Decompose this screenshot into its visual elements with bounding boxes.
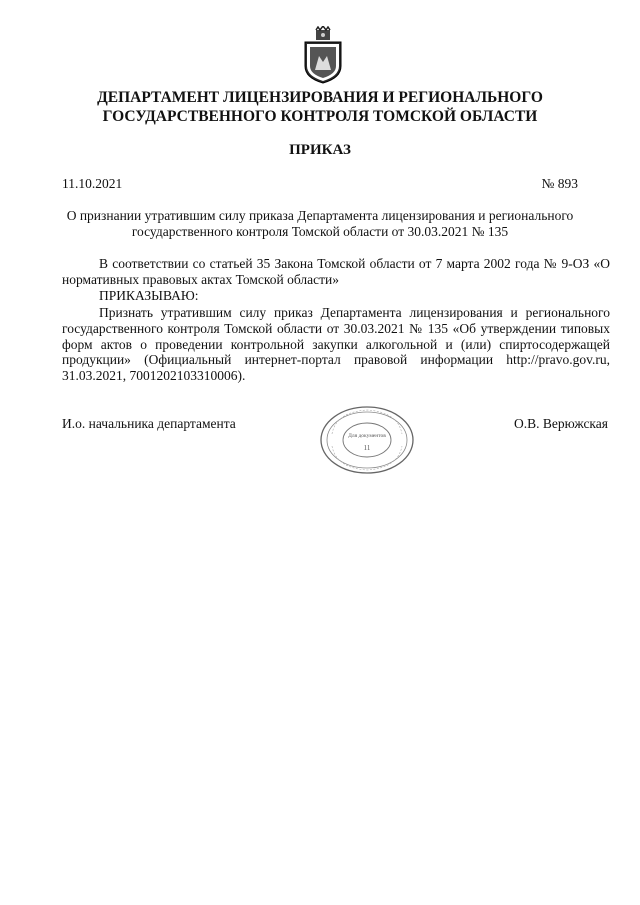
order-word: ПРИКАЗЫВАЮ: <box>99 288 199 303</box>
coat-of-arms-icon <box>301 26 345 84</box>
document-number: № 893 <box>541 176 578 191</box>
round-stamp-icon <box>318 404 416 476</box>
department-name <box>60 88 580 126</box>
body-paragraph-legal-basis: В соответствии со статьей 35 Закона Томской области от 7 марта 2002 года № 9-ОЗ «О нормативных правовых актах Томской области» <box>62 256 610 287</box>
stamp-number: 11 <box>363 444 371 452</box>
document-type: ПРИКАЗ <box>289 142 351 158</box>
department-line-2: ГОСУДАРСТВЕННОГО КОНТРОЛЯ ТОМСКОЙ ОБЛАСТИ <box>102 108 538 125</box>
body-paragraph-order: Признать утратившим силу приказ Департамента лицензирования и регионального государственного контроля Томской области от 30.03.2021 № 135 «Об утверждении типовых форм актов о проведении контрольной закупки алкогольной и (или) спиртосодержащей продукции» (Официальный интернет-портал правовой информации http://pravo.gov.ru, 31.03.2021, 7001202103310006). <box>62 305 610 384</box>
document-subject: О признании утратившим силу приказа Департамента лицензирования и регионального государственного контроля Томской области от 30.03.2021 № 135 <box>66 208 574 239</box>
signatory-name: О.В. Верюжская <box>513 416 608 431</box>
department-line-1: ДЕПАРТАМЕНТ ЛИЦЕНЗИРОВАНИЯ И РЕГИОНАЛЬНОГО <box>97 89 543 106</box>
stamp-text: Для документов <box>348 433 386 439</box>
signatory-position: И.о. начальника департамента <box>62 416 236 431</box>
document-date: 11.10.2021 <box>62 176 123 191</box>
